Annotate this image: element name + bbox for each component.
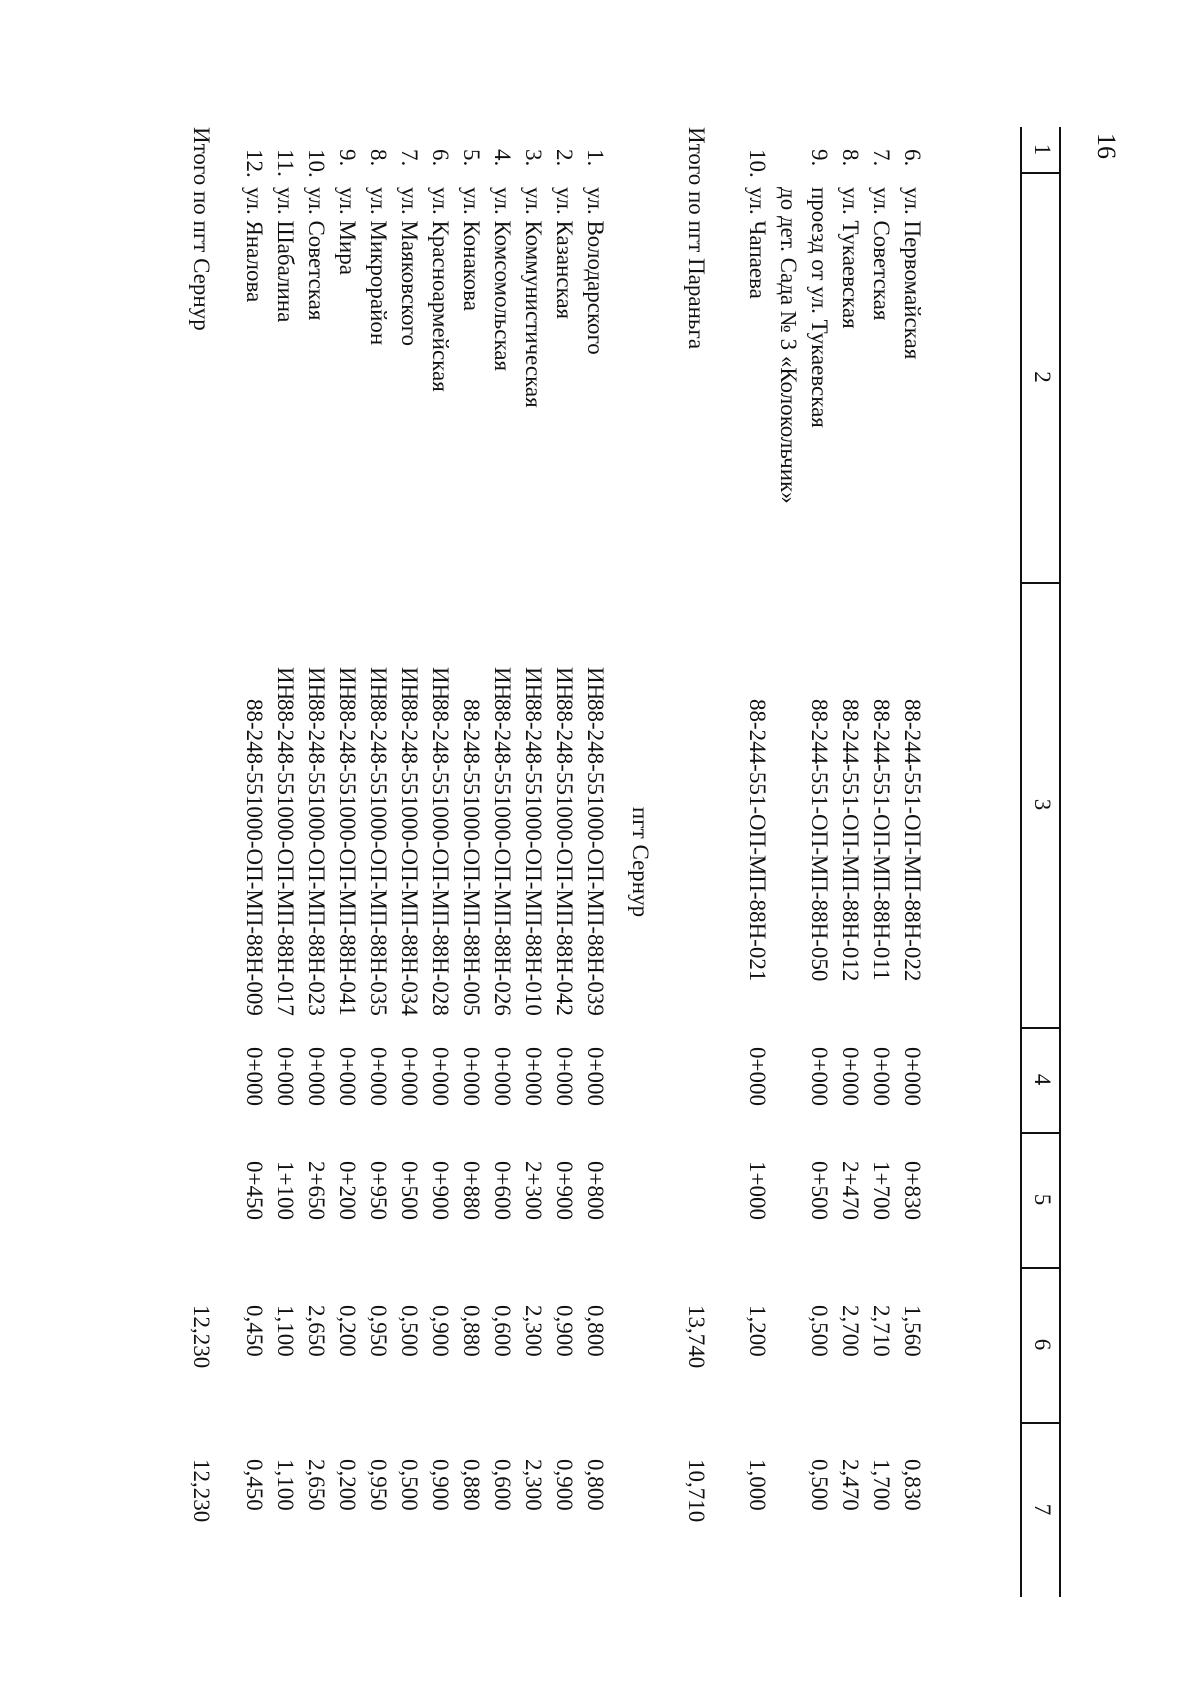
length-value: 0,450 xyxy=(242,1305,267,1357)
code-prefix: ИН xyxy=(521,667,546,701)
row-number: 7. xyxy=(397,149,422,167)
start-km: 0+000 xyxy=(273,1047,298,1106)
road-code: 88-244-551-ОП-МП-88Н-050 xyxy=(807,699,832,982)
road-code: 88-248-551000-ОП-МП-88Н-023 xyxy=(304,699,329,1016)
row-number: 2. xyxy=(552,149,577,167)
table-row xyxy=(866,127,897,1597)
road-code: 88-248-551000-ОП-МП-88Н-009 xyxy=(242,699,267,1016)
code-prefix: ИН xyxy=(304,667,329,701)
measured-value: 0,900 xyxy=(428,1459,453,1511)
end-km: 1+700 xyxy=(869,1161,894,1220)
end-km: 0+500 xyxy=(807,1161,832,1220)
road-code: 88-244-551-ОП-МП-88Н-012 xyxy=(838,699,863,982)
code-prefix: ИН xyxy=(490,667,515,701)
header-col-2: 2 xyxy=(1030,371,1055,383)
code-prefix: ИН xyxy=(552,667,577,701)
start-km: 0+000 xyxy=(807,1047,832,1106)
street-name: ул. Маяковского xyxy=(397,187,422,347)
code-prefix: ИН xyxy=(366,667,391,701)
row-number: 6. xyxy=(900,149,925,167)
length-value: 0,900 xyxy=(552,1305,577,1357)
row-number: 6. xyxy=(428,149,453,167)
length-value: 2,300 xyxy=(521,1305,546,1357)
end-km: 0+500 xyxy=(397,1161,422,1220)
header-col-4: 4 xyxy=(1030,1073,1055,1086)
header-col-5: 5 xyxy=(1030,1193,1055,1206)
length-value: 0,900 xyxy=(428,1305,453,1357)
total-value: 10,710 xyxy=(684,1459,709,1523)
end-km: 0+800 xyxy=(583,1161,608,1220)
code-prefix: ИН xyxy=(335,667,360,701)
measured-value: 2,650 xyxy=(304,1459,329,1511)
header-top-rule xyxy=(1060,127,1062,1597)
road-code: 88-248-551000-ОП-МП-88Н-034 xyxy=(397,699,422,1016)
total-label: Итого по пгт Сернур xyxy=(189,127,214,331)
total-value: 12,230 xyxy=(189,1459,214,1523)
street-name-continuation: до дет. Сада № 3 «Колокольчик» xyxy=(776,187,801,504)
end-km: 2+300 xyxy=(521,1161,546,1220)
header-col-7: 7 xyxy=(1030,1503,1055,1516)
start-km: 0+000 xyxy=(366,1047,391,1106)
header-col-6: 6 xyxy=(1030,1338,1055,1351)
length-value: 0,500 xyxy=(807,1305,832,1357)
street-name: ул. Мира xyxy=(335,187,360,275)
road-code: 88-244-551-ОП-МП-88Н-011 xyxy=(869,699,894,981)
page-number: 16 xyxy=(1092,133,1121,159)
measured-value: 1,700 xyxy=(869,1459,894,1511)
start-km: 0+000 xyxy=(397,1047,422,1106)
table-row xyxy=(363,127,394,1597)
measured-value: 1,000 xyxy=(745,1459,770,1511)
total-row-sernur xyxy=(186,127,217,1597)
start-km: 0+000 xyxy=(428,1047,453,1106)
end-km: 0+830 xyxy=(900,1161,925,1220)
street-name: ул. Тукаевская xyxy=(838,187,863,329)
table-row xyxy=(835,127,866,1597)
end-km: 0+950 xyxy=(366,1161,391,1220)
row-number: 8. xyxy=(838,149,863,167)
length-value: 2,700 xyxy=(838,1305,863,1357)
end-km: 0+900 xyxy=(552,1161,577,1220)
street-name: ул. Комсомольская xyxy=(490,187,515,372)
row-number: 9. xyxy=(335,149,360,167)
start-km: 0+000 xyxy=(242,1047,267,1106)
row-number: 5. xyxy=(459,149,484,167)
table-row xyxy=(270,127,301,1597)
street-name: ул. Яналова xyxy=(242,187,267,303)
start-km: 0+000 xyxy=(552,1047,577,1106)
street-name: ул. Советская xyxy=(304,187,329,321)
length-value: 0,800 xyxy=(583,1305,608,1357)
table-row xyxy=(804,127,835,1597)
table-row xyxy=(456,127,487,1597)
measured-value: 0,830 xyxy=(900,1459,925,1511)
measured-value: 1,100 xyxy=(273,1459,298,1511)
measured-value: 2,470 xyxy=(838,1459,863,1511)
road-code: 88-248-551000-ОП-МП-88Н-017 xyxy=(273,699,298,1016)
total-length: 12,230 xyxy=(189,1305,214,1369)
table-row xyxy=(332,127,363,1597)
row-number: 10. xyxy=(304,149,329,178)
measured-value: 2,300 xyxy=(521,1459,546,1511)
row-number: 11. xyxy=(273,149,298,177)
measured-value: 0,900 xyxy=(552,1459,577,1511)
street-name: проезд от ул. Тукаевская xyxy=(807,187,832,428)
road-code: 88-248-551000-ОП-МП-88Н-035 xyxy=(366,699,391,1016)
start-km: 0+000 xyxy=(490,1047,515,1106)
table-header xyxy=(1021,127,1061,1597)
table-row xyxy=(580,127,611,1597)
table-row xyxy=(394,127,425,1597)
start-km: 0+000 xyxy=(335,1047,360,1106)
section-title-sernur: пгт Сернур xyxy=(628,806,653,918)
street-name: ул. Красноармейская xyxy=(428,187,453,392)
start-km: 0+000 xyxy=(838,1047,863,1106)
road-code: 88-248-551000-ОП-МП-88Н-010 xyxy=(521,699,546,1016)
length-value: 2,710 xyxy=(869,1305,894,1357)
length-value: 0,950 xyxy=(366,1305,391,1357)
end-km: 2+470 xyxy=(838,1161,863,1220)
street-name: ул. Чапаева xyxy=(745,187,770,299)
street-name: ул. Володарского xyxy=(583,187,608,355)
road-code: 88-248-551000-ОП-МП-88Н-042 xyxy=(552,699,577,1016)
end-km: 2+650 xyxy=(304,1161,329,1220)
street-name: ул. Конакова xyxy=(459,187,484,311)
rotated-table xyxy=(189,127,1061,1597)
table-row xyxy=(487,127,518,1597)
table-row xyxy=(425,127,456,1597)
start-km: 0+000 xyxy=(583,1047,608,1106)
measured-value: 0,950 xyxy=(366,1459,391,1511)
start-km: 0+000 xyxy=(459,1047,484,1106)
end-km: 0+200 xyxy=(335,1161,360,1220)
end-km: 0+600 xyxy=(490,1161,515,1220)
length-value: 0,880 xyxy=(459,1305,484,1357)
length-value: 0,500 xyxy=(397,1305,422,1357)
header-col-1: 1 xyxy=(1030,143,1055,156)
length-value: 2,650 xyxy=(304,1305,329,1357)
row-number: 8. xyxy=(366,149,391,167)
road-code: 88-248-551000-ОП-МП-88Н-026 xyxy=(490,699,515,1016)
start-km: 0+000 xyxy=(304,1047,329,1106)
table-row xyxy=(897,127,928,1597)
row-number: 1. xyxy=(583,149,608,167)
row-number: 9. xyxy=(807,149,832,167)
street-name: ул. Микрорайон xyxy=(366,187,391,346)
measured-value: 0,500 xyxy=(807,1459,832,1511)
measured-value: 0,450 xyxy=(242,1459,267,1511)
total-length: 13,740 xyxy=(684,1305,709,1369)
total-row-parangа xyxy=(681,127,712,1597)
start-km: 0+000 xyxy=(745,1047,770,1106)
table-row xyxy=(742,127,773,1597)
road-code: 88-248-551000-ОП-МП-88Н-028 xyxy=(428,699,453,1016)
street-name: ул. Первомайская xyxy=(900,187,925,360)
row-number: 7. xyxy=(869,149,894,167)
street-name: ул. Советская xyxy=(869,187,894,321)
table-row xyxy=(549,127,580,1597)
road-code: 88-248-551000-ОП-МП-88Н-005 xyxy=(459,699,484,1016)
end-km: 0+900 xyxy=(428,1161,453,1220)
row-number: 10. xyxy=(745,149,770,178)
start-km: 0+000 xyxy=(521,1047,546,1106)
table-row xyxy=(518,127,549,1597)
code-prefix: ИН xyxy=(428,667,453,701)
table-row xyxy=(239,127,270,1597)
road-code: 88-244-551-ОП-МП-88Н-021 xyxy=(745,699,770,982)
length-value: 1,560 xyxy=(900,1305,925,1357)
start-km: 0+000 xyxy=(900,1047,925,1106)
start-km: 0+000 xyxy=(869,1047,894,1106)
code-prefix: ИН xyxy=(583,667,608,701)
table-row-continuation xyxy=(773,127,804,1597)
measured-value: 0,200 xyxy=(335,1459,360,1511)
total-label: Итого по пгт Параньга xyxy=(684,127,709,350)
road-code: 88-248-551000-ОП-МП-88Н-041 xyxy=(335,699,360,1016)
code-prefix: ИН xyxy=(397,667,422,701)
header-col-3: 3 xyxy=(1030,798,1055,811)
end-km: 1+000 xyxy=(745,1161,770,1220)
row-number: 4. xyxy=(490,149,515,167)
table-row xyxy=(301,127,332,1597)
measured-value: 0,600 xyxy=(490,1459,515,1511)
measured-value: 0,880 xyxy=(459,1459,484,1511)
street-name: ул. Казанская xyxy=(552,187,577,320)
length-value: 1,200 xyxy=(745,1305,770,1357)
length-value: 1,100 xyxy=(273,1305,298,1357)
code-prefix: ИН xyxy=(273,667,298,701)
row-number: 12. xyxy=(242,149,267,178)
measured-value: 0,800 xyxy=(583,1459,608,1511)
road-code: 88-248-551000-ОП-МП-88Н-039 xyxy=(583,699,608,1016)
street-name: ул. Шабалина xyxy=(273,187,298,323)
length-value: 0,200 xyxy=(335,1305,360,1357)
street-name: ул. Коммунистическая xyxy=(521,187,546,408)
measured-value: 0,500 xyxy=(397,1459,422,1511)
end-km: 1+100 xyxy=(273,1161,298,1220)
row-number: 3. xyxy=(521,149,546,167)
end-km: 0+880 xyxy=(459,1161,484,1220)
length-value: 0,600 xyxy=(490,1305,515,1357)
road-code: 88-244-551-ОП-МП-88Н-022 xyxy=(900,699,925,982)
header-bottom-rule xyxy=(1021,127,1023,1597)
end-km: 0+450 xyxy=(242,1161,267,1220)
